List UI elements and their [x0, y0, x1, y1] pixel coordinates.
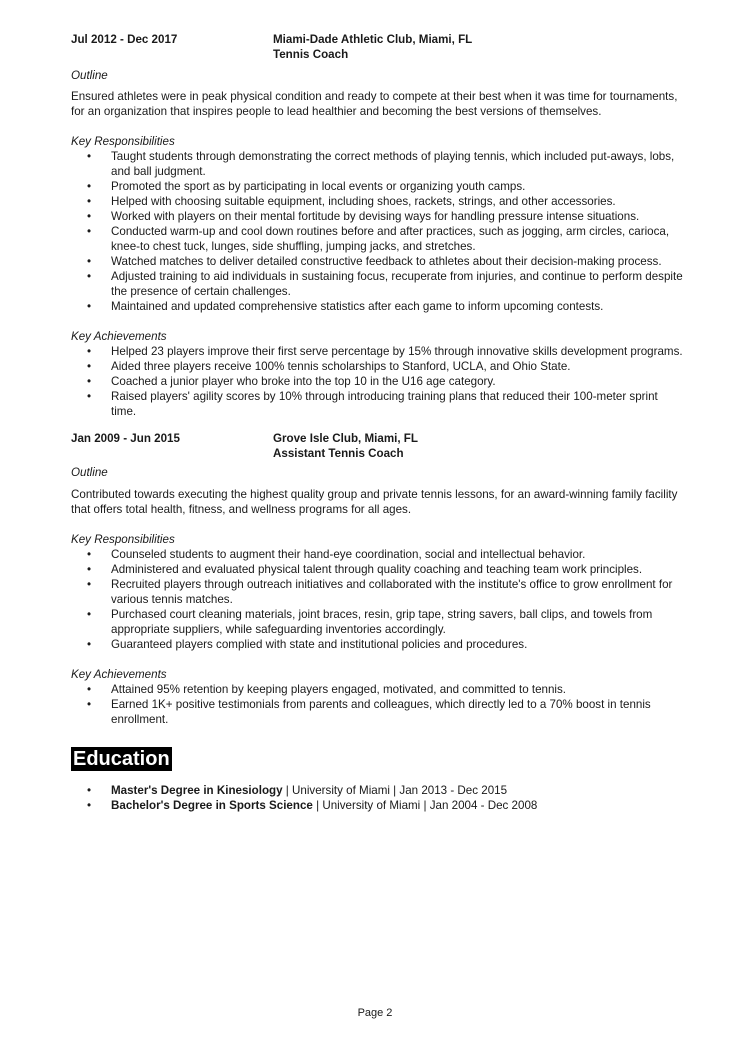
- list-item: • Administered and evaluated physical talent through quality coaching and teaching team work principles.: [71, 562, 683, 577]
- resume-content: [71, 32, 683, 813]
- list-item: • Recruited players through outreach initiatives and collaborated with the institute's office to grow enrollment for various tennis matches.: [71, 577, 683, 607]
- responsibilities-list: [71, 149, 683, 314]
- list-item: • Counseled students to augment their hand-eye coordination, social and intellectual behavior.: [71, 547, 683, 562]
- job-role: Assistant Tennis Coach: [273, 447, 404, 460]
- section-heading: Education: [73, 748, 170, 770]
- responsibilities-label: Key Responsibilities: [71, 135, 175, 148]
- job-header: [71, 32, 683, 62]
- job-header: [71, 431, 683, 461]
- education-list: [71, 783, 683, 813]
- list-item: • Guaranteed players complied with state and institutional policies and procedures.: [71, 637, 683, 652]
- job-org-block: [273, 431, 418, 461]
- education-section: [71, 747, 683, 813]
- list-item: • Worked with players on their mental fortitude by devising ways for handling pressure intense situations.: [71, 209, 683, 224]
- list-item: • Earned 1K+ positive testimonials from parents and colleagues, which directly led to a 70% boost in tennis enrollment.: [71, 697, 683, 727]
- list-item: • Coached a junior player who broke into the top 10 in the U16 age category.: [71, 374, 683, 389]
- list-item: • Maintained and updated comprehensive statistics after each game to inform upcoming contests.: [71, 299, 683, 314]
- list-item: • Raised players' agility scores by 10% through introducing training plans that reduced their 100-meter sprint time.: [71, 389, 683, 419]
- outline-label: Outline: [71, 69, 108, 82]
- list-item: • Promoted the sport as by participating in local events or organizing youth camps.: [71, 179, 683, 194]
- degree-name: Bachelor's Degree in Sports Science: [111, 799, 313, 812]
- list-item: • Purchased court cleaning materials, joint braces, resin, grip tape, string savers, ball clips, and towels from appropriate suppliers, while safeguarding inventories accordingly.: [71, 607, 683, 637]
- outline-text: Contributed towards executing the highest quality group and private tennis lessons, for an award-winning family facility that offers total health, fitness, and wellness programs for all ages.: [71, 488, 678, 516]
- achievements-label: Key Achievements: [71, 330, 167, 343]
- job-organization: Miami-Dade Athletic Club, Miami, FL: [273, 33, 473, 46]
- outline-text: Ensured athletes were in peak physical condition and ready to compete at their best when it was time for tournaments, for an organization that inspires people to lead healthier and becoming the best versions of themselves.: [71, 90, 678, 118]
- list-item: • Aided three players receive 100% tennis scholarships to Stanford, UCLA, and Ohio State.: [71, 359, 683, 374]
- job-entry: [71, 431, 683, 727]
- page-number: Page 2: [357, 1007, 393, 1019]
- job-dates: Jul 2012 - Dec 2017: [71, 33, 178, 46]
- list-item: • Helped with choosing suitable equipment, including shoes, rackets, strings, and other accessories.: [71, 194, 683, 209]
- responsibilities-label: Key Responsibilities: [71, 533, 175, 546]
- achievements-list: [71, 344, 683, 419]
- responsibilities-list: [71, 547, 683, 652]
- job-role: Tennis Coach: [273, 48, 349, 61]
- list-item: • Attained 95% retention by keeping players engaged, motivated, and committed to tennis.: [71, 682, 683, 697]
- job-entry: [71, 32, 683, 419]
- achievements-label: Key Achievements: [71, 668, 167, 681]
- education-item: [71, 783, 683, 798]
- degree-details: | University of Miami | Jan 2004 - Dec 2008: [312, 799, 538, 812]
- list-item: • Adjusted training to aid individuals in sustaining focus, recuperate from injuries, and continue to perform despite the presence of certain challenges.: [71, 269, 683, 299]
- education-item: [71, 798, 683, 813]
- list-item: • Watched matches to deliver detailed constructive feedback to athletes about their decision-making process.: [71, 254, 683, 269]
- achievements-list: [71, 682, 683, 727]
- job-organization: Grove Isle Club, Miami, FL: [273, 432, 418, 445]
- list-item: • Helped 23 players improve their first serve percentage by 15% through innovative skills development programs.: [71, 344, 683, 359]
- degree-name: Master's Degree in Kinesiology: [111, 784, 283, 797]
- list-item: • Conducted warm-up and cool down routines before and after practices, such as jogging, arm circles, carioca, knee-to chest tuck, lunges, side shuffling, jumping jacks, and stretches.: [71, 224, 683, 254]
- list-item: • Taught students through demonstrating the correct methods of playing tennis, which included put-aways, lobs, and ball judgment.: [71, 149, 683, 179]
- job-dates: Jan 2009 - Jun 2015: [71, 432, 180, 445]
- outline-label: Outline: [71, 466, 108, 479]
- degree-details: | University of Miami | Jan 2013 - Dec 2015: [282, 784, 508, 797]
- job-org-block: [273, 32, 472, 62]
